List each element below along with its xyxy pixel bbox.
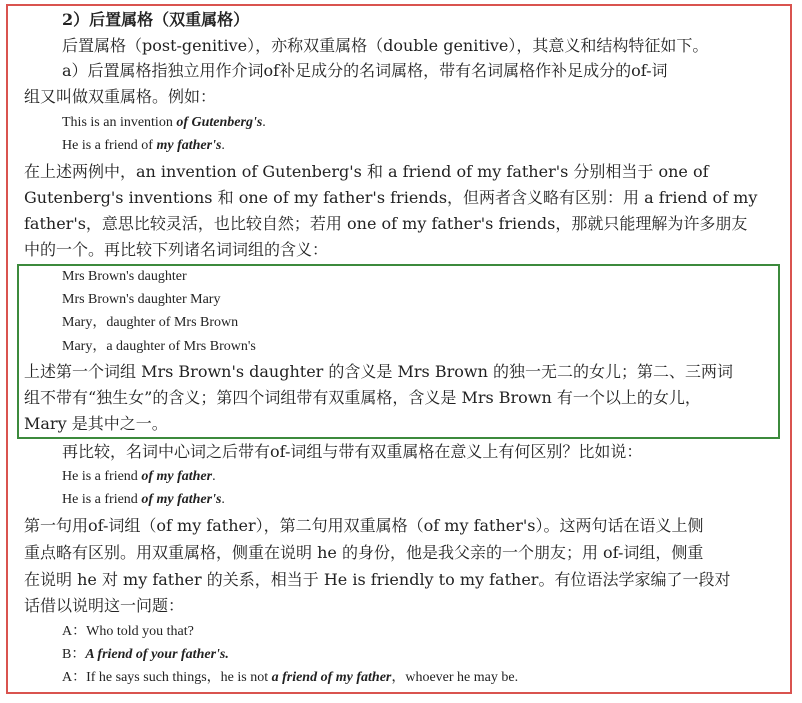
example-sentence-1: This is an invention of Gutenberg's. — [62, 115, 266, 130]
paragraph-1-line-1: 在上述两例中，an invention of Gutenberg's 和 a friend of my father's 分别相当于 one of — [24, 162, 709, 181]
phrase-2: Mrs Brown's daughter Mary — [62, 292, 221, 307]
section-heading: 2）后置属格（双重属格） — [62, 10, 250, 29]
paragraph-4-line-2: 重点略有区别。用双重属格，侧重在说明 he 的身份，他是我父亲的一个朋友；用 of-词组，侧重 — [24, 543, 704, 562]
paragraph-2-line-3: Mary 是其中之一。 — [24, 414, 168, 433]
paragraph-3: 再比较，名词中心词之后带有of-词组与带有双重属格在意义上有何区别？比如说： — [62, 442, 643, 461]
example-sentence-4: He is a friend of my father's. — [62, 492, 225, 507]
paragraph-1-line-3: father's，意思比较灵活，也比较自然；若用 one of my father's friends，那就只能理解为许多朋友 — [24, 214, 748, 233]
example-sentence-2: He is a friend of my father's. — [62, 138, 225, 153]
point-a-line1: a）后置属格指独立用作介词of补足成分的名词属格，带有名词属格作补足成分的of-词 — [62, 61, 668, 80]
paragraph-4-line-3: 在说明 he 对 my father 的关系，相当于 He is friendly to my father。有位语法学家编了一段对 — [24, 570, 731, 589]
dialog-line-a1: A：Who told you that? — [62, 624, 194, 639]
dialog-line-a2: A：If he says such things，he is not a friend of my father，whoever he may be. — [62, 670, 519, 685]
dialog-line-b: B：A friend of your father's. — [62, 647, 229, 662]
paragraph-2-line-1: 上述第一个词组 Mrs Brown's daughter 的含义是 Mrs Brown 的独一无二的女儿；第二、三两词 — [24, 362, 733, 381]
phrase-4: Mary，a daughter of Mrs Brown's — [62, 339, 256, 354]
paragraph-2-line-2: 组不带有“独生女”的含义；第四个词组带有双重属格，含义是 Mrs Brown 有一个以上的女儿， — [24, 388, 701, 407]
paragraph-4-line-4: 话借以说明这一问题： — [24, 596, 185, 615]
point-a-line2: 组又叫做双重属格。例如： — [24, 87, 217, 106]
phrase-1: Mrs Brown's daughter — [62, 269, 187, 284]
paragraph-1-line-4: 中的一个。再比较下列诸名词词组的含义： — [24, 240, 329, 259]
paragraph-1-line-2: Gutenberg's inventions 和 one of my father's friends，但两者含义略有区别：用 a friend of my — [24, 188, 758, 207]
paragraph-4-line-1: 第一句用of-词组（of my father），第二句用双重属格（of my father's）。这两句话在语义上侧 — [24, 516, 704, 535]
example-sentence-3: He is a friend of my father. — [62, 469, 216, 484]
intro-paragraph: 后置属格（post-genitive），亦称双重属格（double genitive），其意义和结构特征如下。 — [62, 36, 709, 55]
phrase-3: Mary，daughter of Mrs Brown — [62, 315, 239, 330]
